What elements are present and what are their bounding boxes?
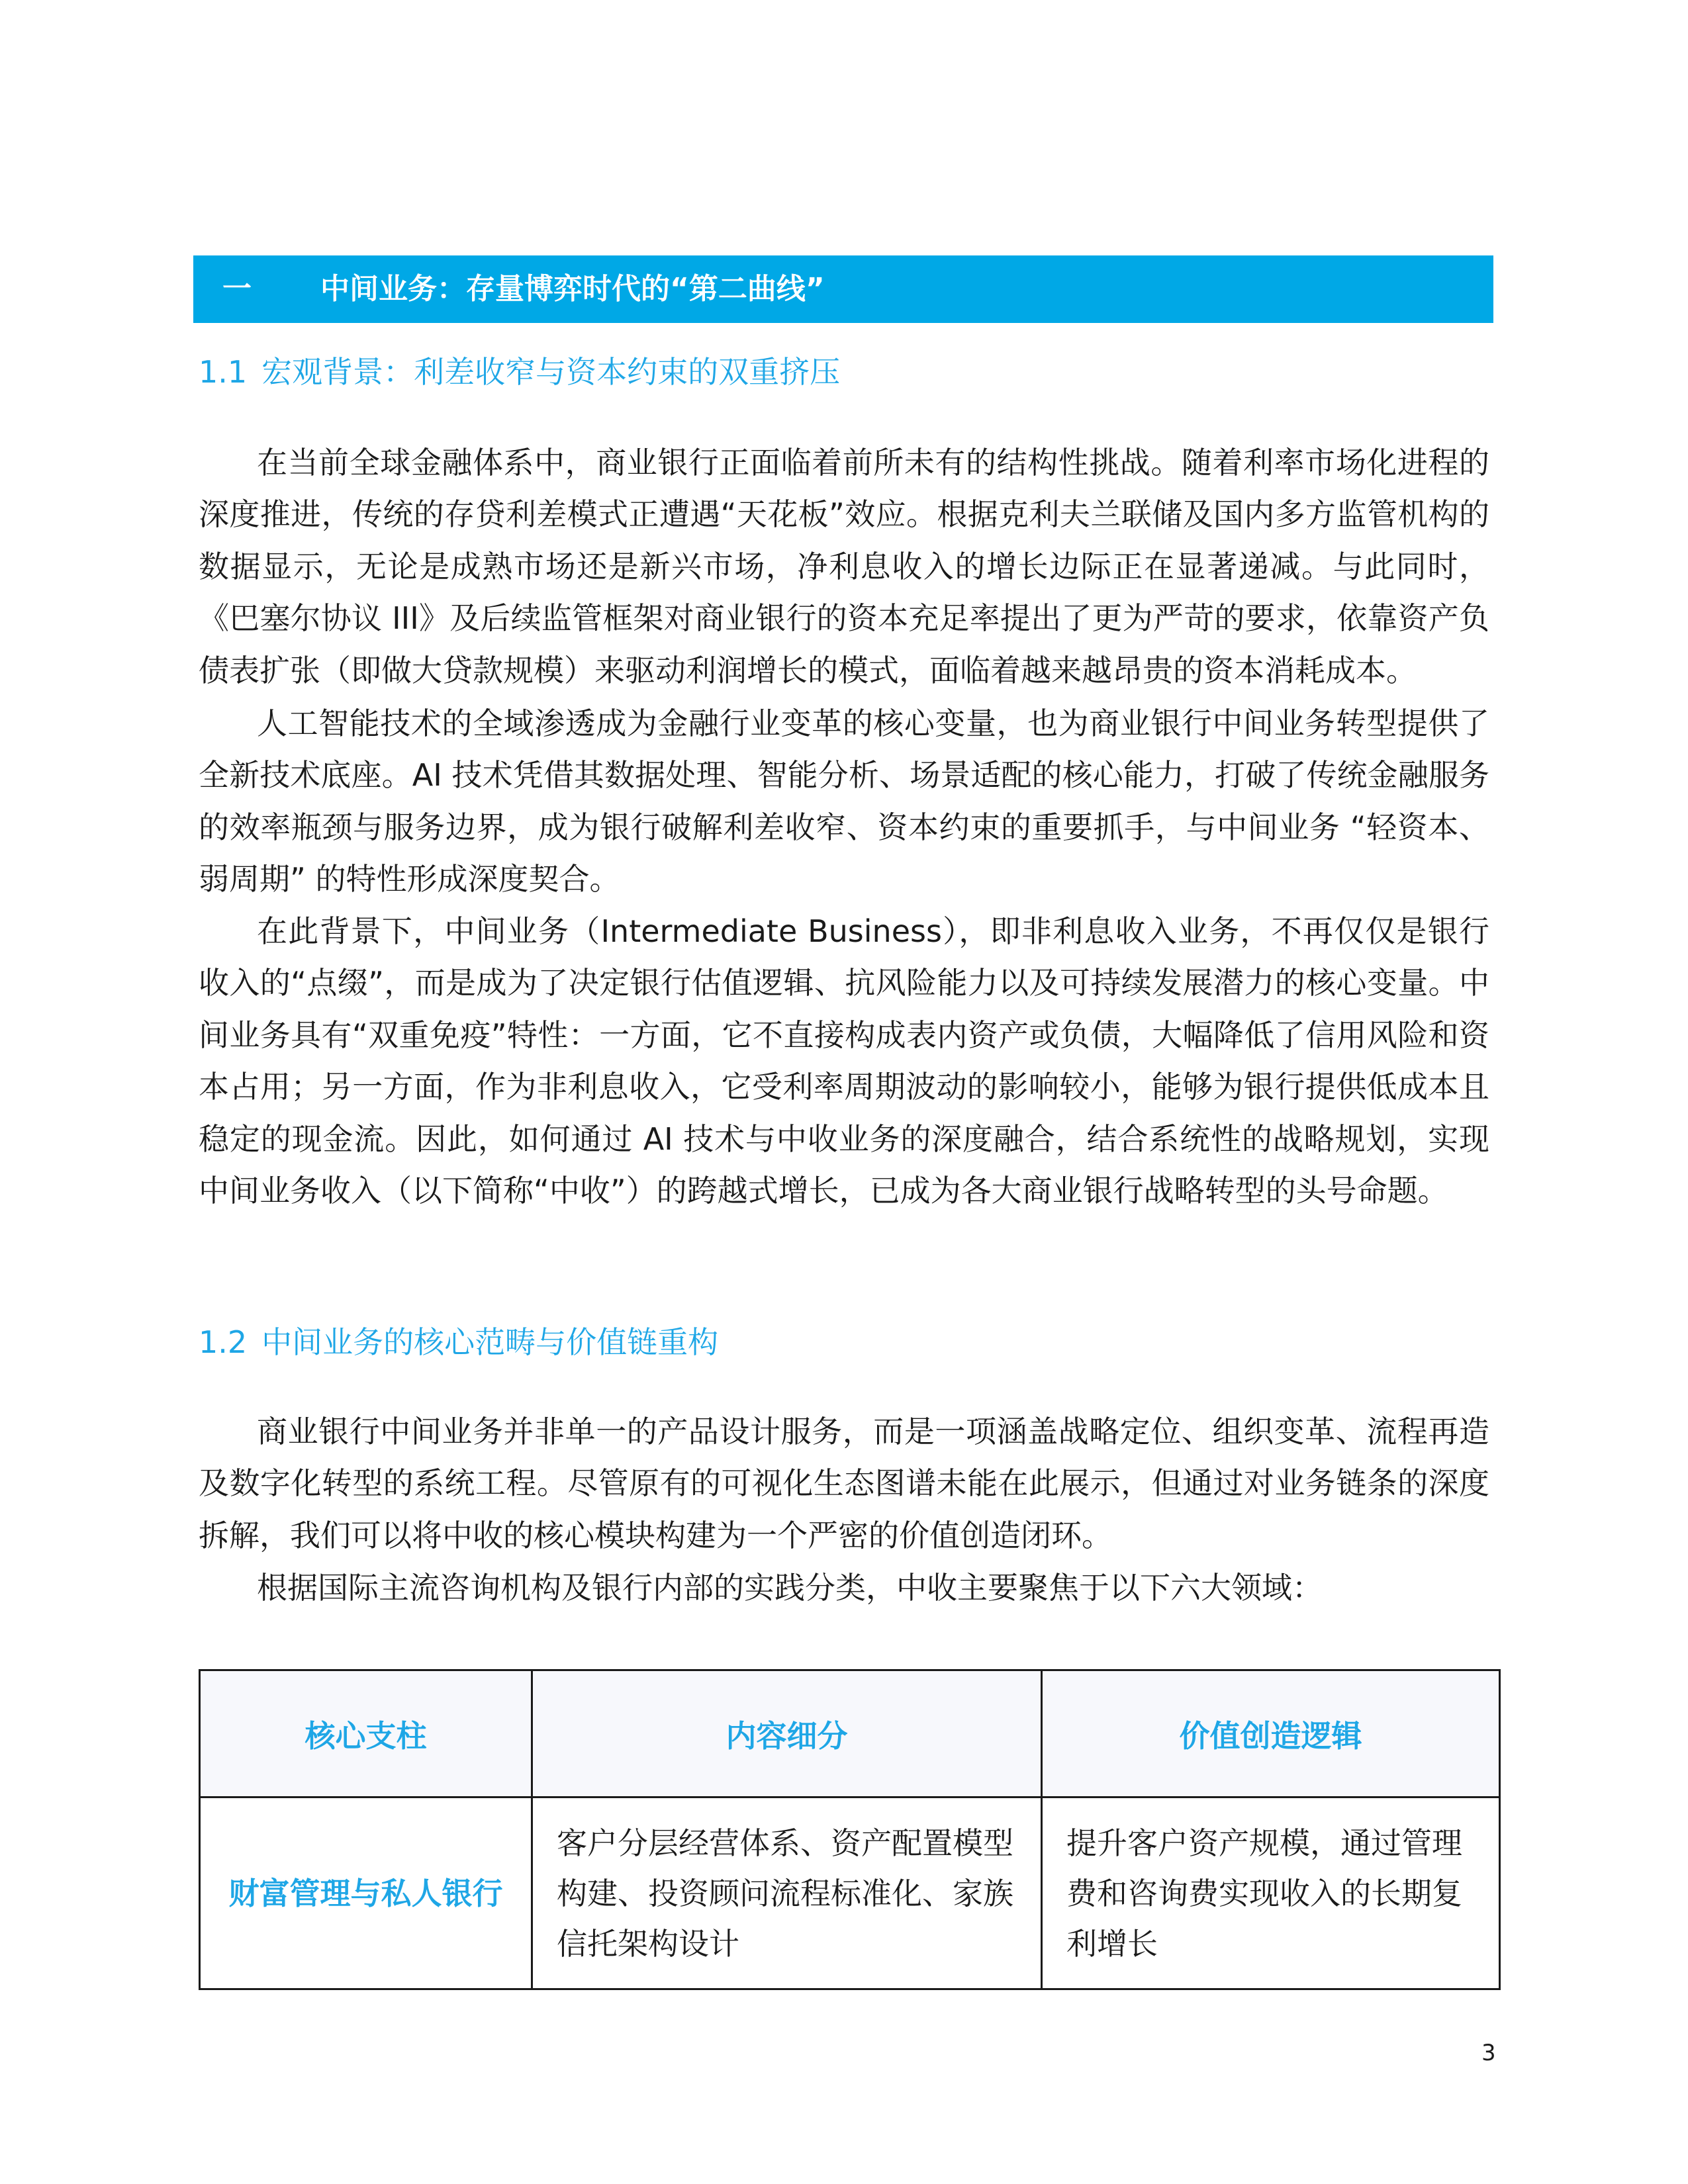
table-header-cell: 核心支柱 — [200, 1670, 532, 1797]
paragraph: 商业银行中间业务并非单一的产品设计服务，而是一项涵盖战略定位、组织变革、流程再造及数字化转型的系统工程。尽管原有的可视化生态图谱未能在此展示，但通过对业务链条的深度拆解，我们可以将中收的核心模块构建为一个严密的价值创造闭环。 — [199, 1414, 1489, 1553]
subheading-title: 宏观背景：利差收窄与资本约束的双重挤压 — [261, 354, 841, 390]
table-cell-pillar: 财富管理与私人银行 — [200, 1797, 532, 1989]
page-number: 3 — [1481, 2040, 1496, 2066]
table-row — [200, 1797, 1500, 1989]
pillars-table — [199, 1669, 1501, 1990]
subheading-title: 中间业务的核心范畴与价值链重构 — [261, 1324, 719, 1360]
table-header-cell: 价值创造逻辑 — [1042, 1670, 1500, 1797]
table-header-cell: 内容细分 — [532, 1670, 1042, 1797]
paragraph: 在此背景下，中间业务（Intermediate Business），即非利息收入业务，不再仅仅是银行收入的“点缀”，而是成为了决定银行估值逻辑、抗风险能力以及可持续发展潜力的核心变量。中间业务具有“双重免疫”特性：一方面，它不直接构成表内资产或负债，大幅降低了信用风险和资本占用；另一方面，作为非利息收入，它受利率周期波动的影响较小，能够为银行提供低成本且稳定的现金流。因此，如何通过 AI 技术与中收业务的深度融合，结合系统性的战略规划，实现中间业务收入（以下简称“中收”）的跨越式增长，已成为各大商业银行战略转型的头号命题。 — [199, 913, 1489, 1209]
table-cell-content: 客户分层经营体系、资产配置模型构建、投资顾问流程标准化、家族信托架构设计 — [532, 1797, 1042, 1989]
subheading-number: 1.1 — [199, 354, 248, 390]
table-header-row — [200, 1670, 1500, 1797]
paragraph: 根据国际主流咨询机构及银行内部的实践分类，中收主要聚焦于以下六大领域： — [257, 1570, 1323, 1606]
paragraph: 人工智能技术的全域渗透成为金融行业变革的核心变量，也为商业银行中间业务转型提供了全新技术底座。AI 技术凭借其数据处理、智能分析、场景适配的核心能力，打破了传统金融服务的效率瓶颈与服务边界，成为银行破解利差收窄、资本约束的重要抓手，与中间业务 “轻资本、弱周期” 的特性形成深度契合。 — [199, 705, 1489, 897]
section-title: 中间业务：存量博弈时代的“第二曲线” — [320, 272, 825, 306]
section-banner — [193, 255, 1493, 323]
subheading-1-1 — [199, 352, 840, 392]
section-number: 一 — [222, 272, 252, 306]
subheading-1-2 — [199, 1322, 718, 1362]
subheading-number: 1.2 — [199, 1324, 248, 1360]
paragraph: 在当前全球金融体系中，商业银行正面临着前所未有的结构性挑战。随着利率市场化进程的深度推进，传统的存贷利差模式正遭遇“天花板”效应。根据克利夫兰联储及国内多方监管机构的数据显示，无论是成熟市场还是新兴市场，净利息收入的增长边际正在显著递减。与此同时，《巴塞尔协议 III》及后续监管框架对商业银行的资本充足率提出了更为严苛的要求，依靠资产负债表扩张（即做大贷款规模）来驱动利润增长的模式，面临着越来越昂贵的资本消耗成本。 — [199, 445, 1489, 688]
table-cell-logic: 提升客户资产规模，通过管理费和咨询费实现收入的长期复利增长 — [1042, 1797, 1500, 1989]
